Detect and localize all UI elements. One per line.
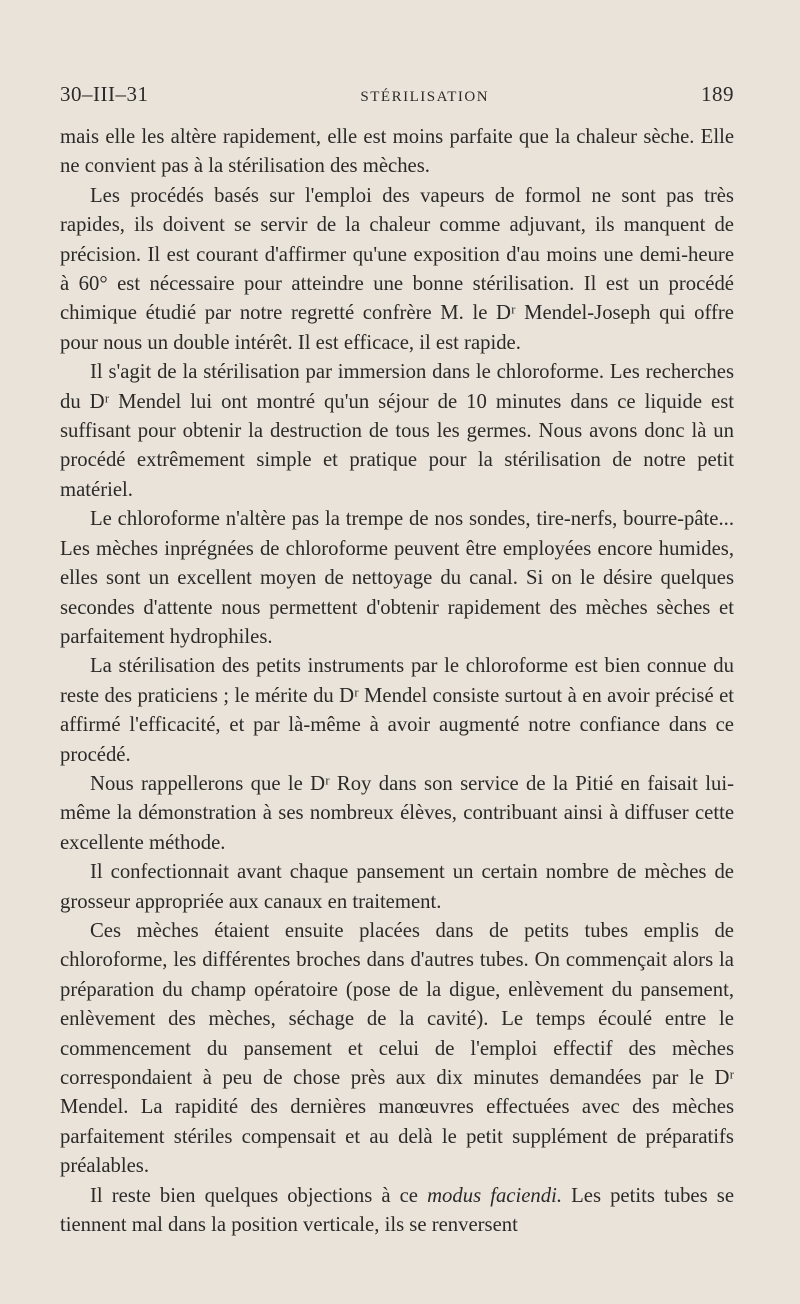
paragraph-8: Ces mèches étaient ensuite placées dans de petits tubes emplis de chloroforme, les différentes broches dans d'autres tubes. On commençait alors la préparation du champ opératoire (pose de la digue, enlèvement du pansement, enlèvement des mèches, séchage de la cavité). Le temps écoulé entre le commencement du pansement et celui de l'emploi effectif des mèches correspondaient à peu de chose près aux dix minutes demandées par le Dʳ Mendel. La rapidité des dernières manœuvres effectuées avec des mèches parfaitement stériles compensait et au delà le petit supplément de préparatifs préalables. <box>60 919 734 1178</box>
paragraph-4: Le chloroforme n'altère pas la trempe de nos sondes, tire-nerfs, bourre-pâte... Les mèches inprégnées de chloroforme peuvent être employées encore humides, elles sont un excellent moyen de nettoyage du canal. Si on le désire quelques secondes d'attente nous permettent d'obtenir rapidement des mèches sèches et parfaitement hydrophiles. <box>60 508 734 648</box>
header-title: STÉRILISATION <box>360 89 490 105</box>
header-date: 30–III–31 <box>60 82 149 106</box>
paragraph-9-end: Les petits tubes se tiennent mal dans la position verticale, ils se renversent <box>60 1184 734 1237</box>
paragraph-3: Il s'agit de la stérilisation par immersion dans le chloroforme. Les recherches du Dʳ Mendel lui ont montré qu'un séjour de 10 minutes dans ce liquide est suffisant pour obtenir la destruction de tous les germes. Nous avons donc là un procédé extrêmement simple et pratique pour la stérilisation de notre petit matériel. <box>60 361 734 501</box>
paragraph-9-start: Il reste bien quelques objections à ce <box>90 1184 428 1207</box>
paragraph-7: Il confectionnait avant chaque pansement un certain nombre de mèches de grosseur appropriée aux canaux en traitement. <box>60 861 734 913</box>
paragraph-1: mais elle les altère rapidement, elle est moins parfaite que la chaleur sèche. Elle ne convient pas à la stérilisation des mèches. <box>60 126 734 178</box>
running-header <box>60 82 734 107</box>
paragraph-6: Nous rappellerons que le Dʳ Roy dans son service de la Pitié en faisait lui-même la démonstration à ses nombreux élèves, contribuant ainsi à diffuser cette excellente méthode. <box>60 772 734 854</box>
paragraph-9 <box>60 1182 734 1241</box>
paragraph-5: La stérilisation des petits instruments par le chloroforme est bien connue du reste des praticiens ; le mérite du Dʳ Mendel consiste surtout à en avoir précisé et affirmé l'efficacité, et par là-même à avoir augmenté notre confiance dans ce procédé. <box>60 655 734 766</box>
body-text <box>60 123 734 1240</box>
page-number: 189 <box>701 82 734 106</box>
paragraph-2: Les procédés basés sur l'emploi des vapeurs de formol ne sont pas très rapides, ils doivent se servir de la chaleur comme adjuvant, ils manquent de précision. Il est courant d'affirmer qu'une exposition d'au moins une demi-heure à 60° est nécessaire pour atteindre une bonne stérilisation. Il est un procédé chimique étudié par notre regretté confrère M. le Dʳ Mendel-Joseph qui offre pour nous un double intérêt. Il est efficace, il est rapide. <box>60 184 734 354</box>
latin-phrase: modus faciendi. <box>427 1184 563 1207</box>
